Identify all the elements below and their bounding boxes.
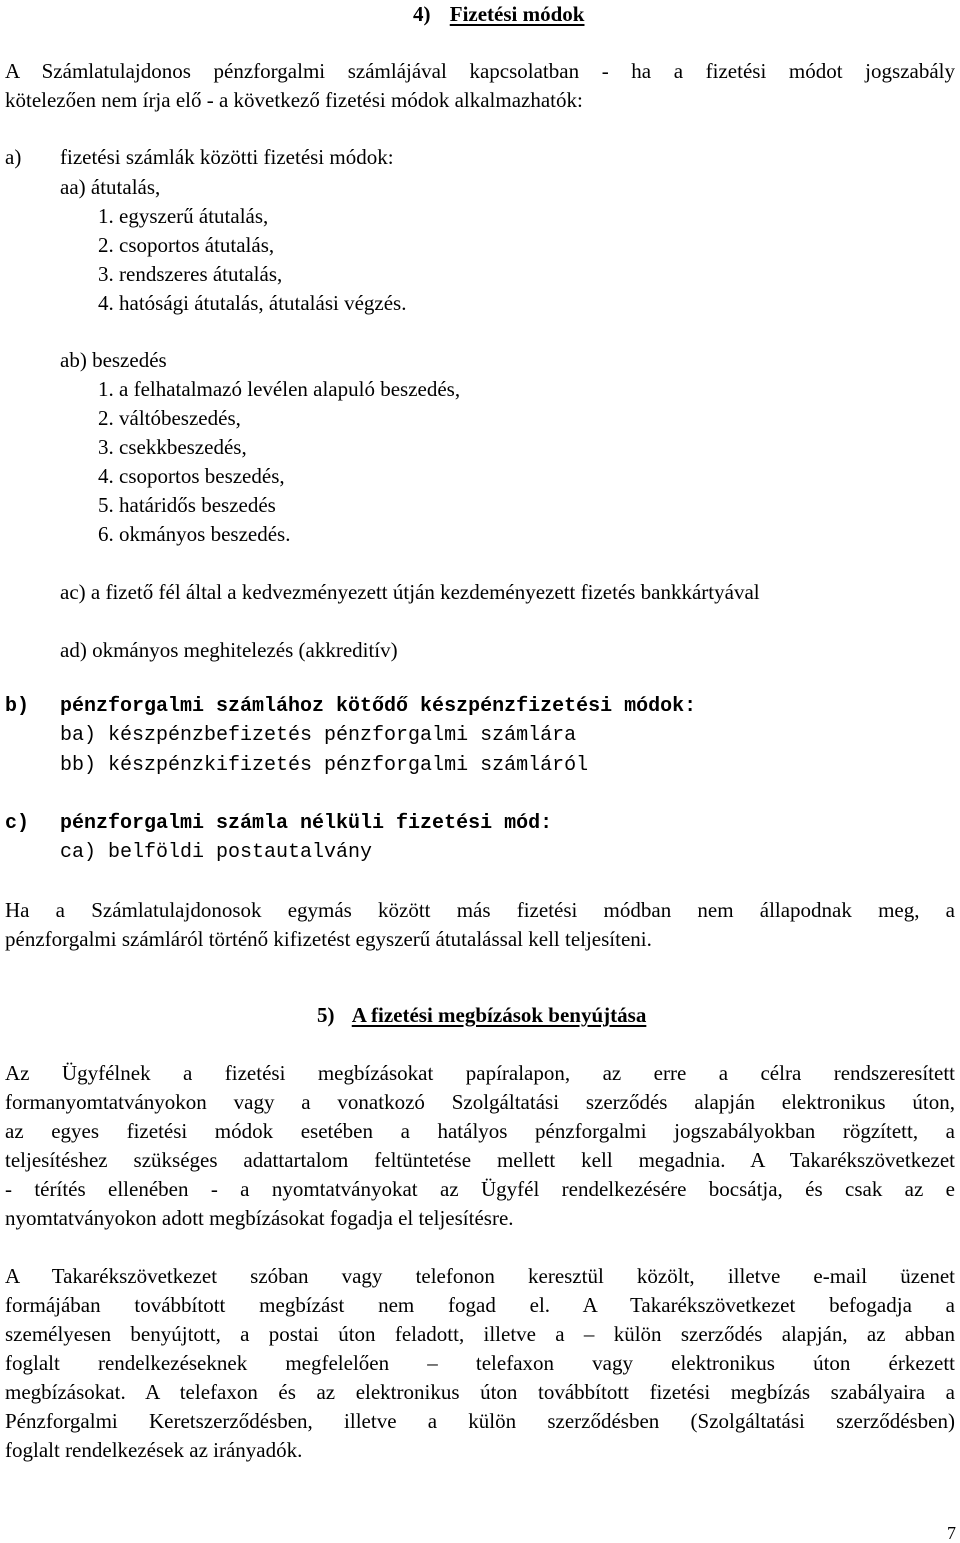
aa-item-1: 1. egyszerű átutalás,	[98, 204, 269, 228]
closing-line-2: pénzforgalmi számláról történő kifizetést egyszerű átutalással kell teljesíteni.	[5, 927, 652, 951]
closing-line-1: Ha a Számlatulajdonosok egymás között más fizetési módban nem állapodnak meg, a	[5, 898, 955, 922]
intro-line-2: kötelezően nem írja elő - a következő fizetési módok alkalmazhatók:	[5, 88, 583, 112]
ca-line: ca) belföldi postautalvány	[60, 841, 373, 864]
para1-line-4: teljesítéshez szükséges adattartalom feltüntetése mellett kell megadnia. A Takarékszövetkezet	[5, 1148, 955, 1172]
para1-line-1: Az Ügyfélnek a fizetési megbízásokat papíralapon, az erre a célra rendszeresített	[5, 1061, 955, 1085]
para1-line-6: nyomtatványokon adott megbízásokat fogadja el teljesítésre.	[5, 1206, 514, 1230]
section-5-title: A fizetési megbízások benyújtása	[351, 1003, 647, 1027]
ab-item-4: 4. csoportos beszedés,	[98, 464, 285, 488]
heading-a: fizetési számlák közötti fizetési módok:	[60, 145, 394, 169]
list-marker-c: c)	[5, 812, 30, 835]
section-4-heading	[413, 4, 584, 25]
para2-line-2: formájában továbbított megbízást nem fogad el. A Takarékszövetkezet befogadja a	[5, 1293, 955, 1317]
para2-line-6: Pénzforgalmi Keretszerződésben, illetve a külön szerződésben (Szolgáltatási szerződésben)	[5, 1409, 955, 1433]
ab-item-6: 6. okmányos beszedés.	[98, 522, 291, 546]
para2-line-7: foglalt rendelkezések az irányadók.	[5, 1438, 303, 1462]
ab-label: ab) beszedés	[60, 348, 167, 372]
heading-c: pénzforgalmi számla nélküli fizetési mód:	[60, 812, 553, 835]
aa-item-2: 2. csoportos átutalás,	[98, 233, 275, 257]
list-marker-b: b)	[5, 695, 30, 718]
ab-item-5: 5. határidős beszedés	[98, 493, 276, 517]
para1-line-5: - térítés ellenében - a nyomtatványokat az Ügyfél rendelkezésére bocsátja, és csak az e	[5, 1177, 955, 1201]
page-number: 7	[947, 1523, 956, 1543]
para1-line-3: az egyes fizetési módok esetében a hatályos pénzforgalmi jogszabályokban rögzített, a	[5, 1119, 955, 1143]
aa-item-4: 4. hatósági átutalás, átutalási végzés.	[98, 291, 407, 315]
bb-line: bb) készpénzkifizetés pénzforgalmi számláról	[60, 754, 589, 777]
ab-item-1: 1. a felhatalmazó levélen alapuló beszedés,	[98, 377, 461, 401]
para2-line-4: foglalt rendelkezéseknek megfelelően – telefaxon vagy elektronikus úton érkezett	[5, 1351, 955, 1375]
list-marker-a: a)	[5, 145, 22, 169]
section-4-number: 4)	[413, 2, 431, 26]
section-5-heading	[317, 1005, 646, 1026]
para1-line-2: formanyomtatványokon vagy a vonatkozó Szolgáltatási szerződés alapján elektronikus úton,	[5, 1090, 955, 1114]
section-5-number: 5)	[317, 1003, 335, 1027]
aa-item-3: 3. rendszeres átutalás,	[98, 262, 283, 286]
ab-item-2: 2. váltóbeszedés,	[98, 406, 241, 430]
section-4-title: Fizetési módok	[449, 2, 585, 26]
para2-line-3: személyesen benyújtott, a postai úton feladott, illetve a – külön szerződés alapján, az abban	[5, 1322, 955, 1346]
ab-item-3: 3. csekkbeszedés,	[98, 435, 247, 459]
aa-label: aa) átutalás,	[60, 175, 161, 199]
ac-line: ac) a fizető fél által a kedvezményezett útján kezdeményezett fizetés bankkártyával	[60, 580, 760, 604]
ba-line: ba) készpénzbefizetés pénzforgalmi számlára	[60, 724, 577, 747]
intro-line-1: A Számlatulajdonos pénzforgalmi számlájával kapcsolatban - ha a fizetési módot jogszabály	[5, 59, 955, 83]
ad-line: ad) okmányos meghitelezés (akkreditív)	[60, 638, 398, 662]
heading-b: pénzforgalmi számlához kötődő készpénzfizetési módok:	[60, 695, 697, 718]
para2-line-1: A Takarékszövetkezet szóban vagy telefonon keresztül közölt, illetve e-mail üzenet	[5, 1264, 955, 1288]
para2-line-5: megbízásokat. A telefaxon és az elektronikus úton továbbított fizetési megbízás szabályaira a	[5, 1380, 955, 1404]
